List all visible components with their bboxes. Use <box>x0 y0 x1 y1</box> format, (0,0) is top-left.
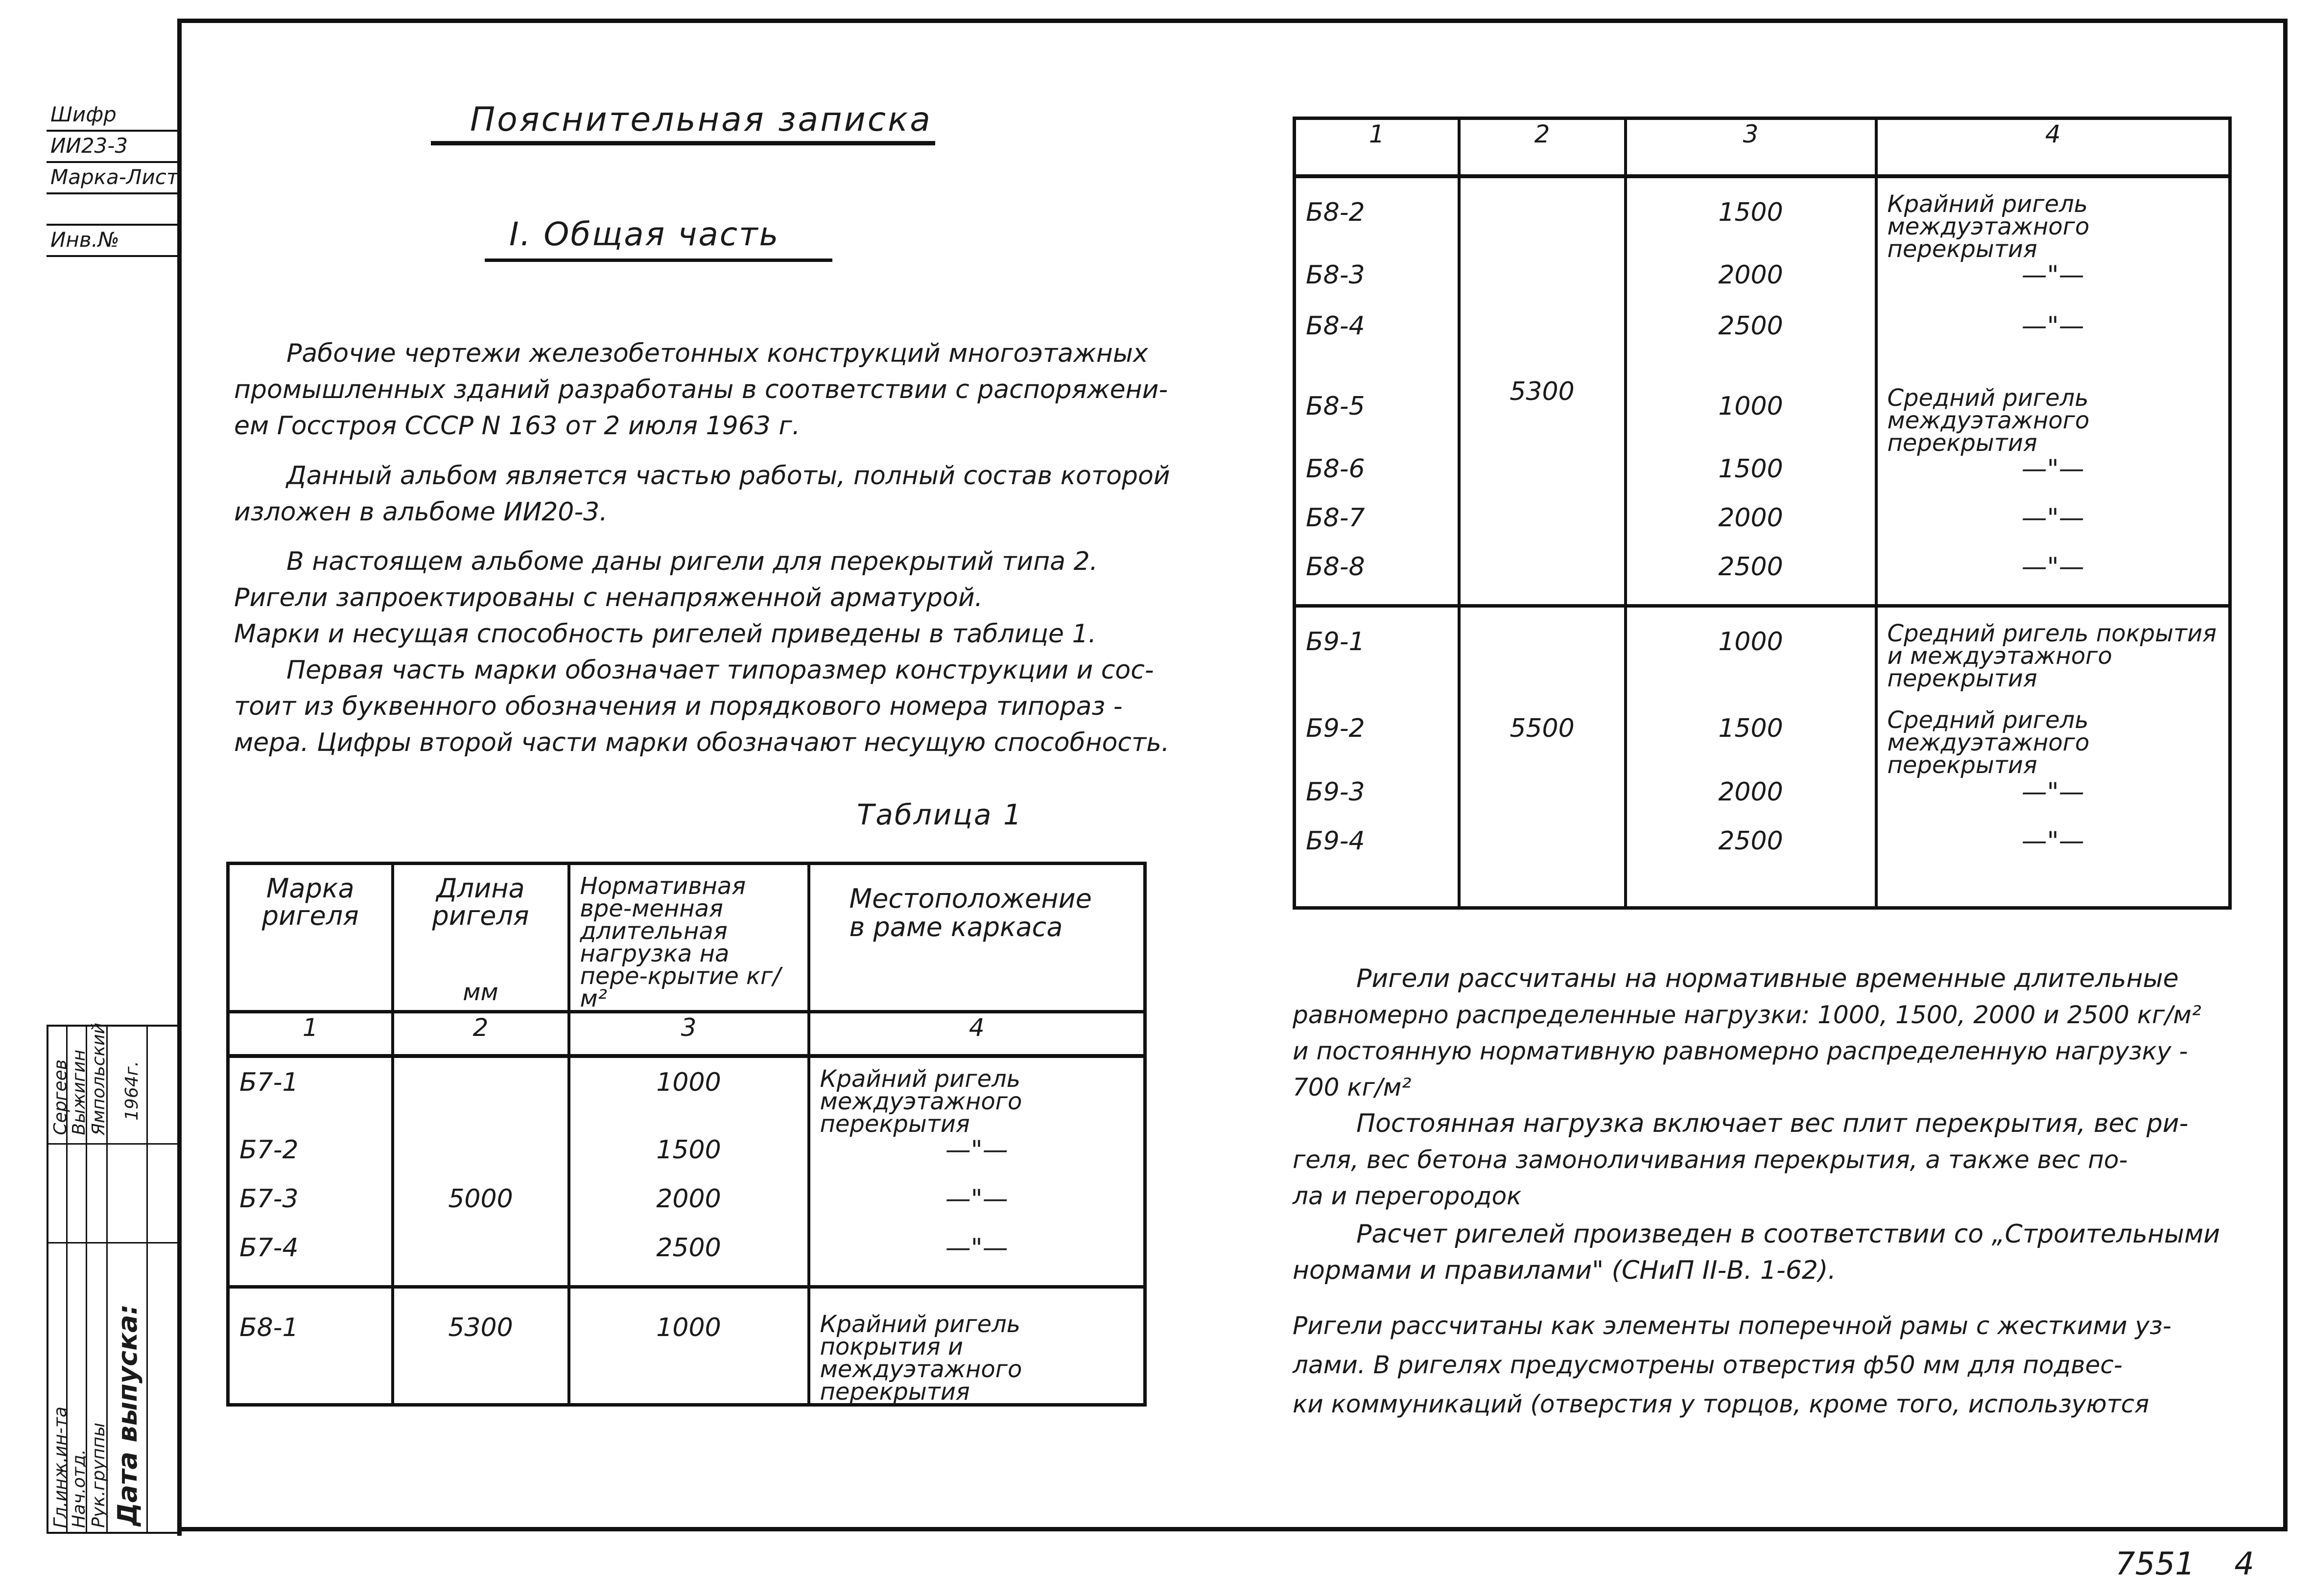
header-mark: Марка ригеля <box>261 873 359 931</box>
empty-cell <box>47 194 179 226</box>
signature-block <box>47 1022 180 1534</box>
table-row: Б9-3 2000 —"— <box>1295 777 2230 826</box>
table-row: Б8-6 1500 —"— <box>1295 454 2230 503</box>
right-para-3-cont: нормами и правилами" (СНиП II-В. 1-62). <box>1293 1256 1836 1285</box>
page-title: Пояснительная записка <box>470 100 932 139</box>
cipher-value: ИИ23-3 <box>47 132 179 163</box>
sheet-number <box>2115 1546 2254 1582</box>
header-place: Местоположение в раме каркаса <box>849 883 1092 942</box>
table-row: Б7-4 2500 —"— <box>228 1233 1145 1287</box>
name-3: Ямпольский <box>89 1022 109 1135</box>
right-para-2: Постоянная нагрузка включает вес плит перекрытия, вес ри- <box>1356 1109 2189 1138</box>
right-para-1-cont: равномерно распределенные нагрузки: 1000, 1500, 2000 и 2500 кг/м² и постоянную нормативную равномерно распределенную нагрузку - 700 кг/м² <box>1293 1001 2201 1102</box>
paragraph-1: Рабочие чертежи железобетонных конструкций многоэтажных <box>286 339 1148 368</box>
header-length: Длина ригеля <box>432 873 529 931</box>
table-row: Б9-2 5500 1500 Средний ригель междуэтажного перекрытия <box>1295 704 2230 777</box>
right-para-3: Расчет ригелей произведен в соответствии со „Строительными <box>1356 1220 2220 1249</box>
table-row: Б7-3 5000 2000 —"— <box>228 1184 1145 1233</box>
release-date-label: Дата выпуска: <box>112 1304 143 1526</box>
cipher-label: Шифр <box>47 100 179 132</box>
table-row: Б7-2 1500 —"— <box>228 1135 1145 1184</box>
table-row: Б8-7 2000 —"— <box>1295 503 2230 552</box>
table-row: Б9-1 1000 Средний ригель покрытия и междуэтажного перекрытия <box>1295 606 2230 704</box>
header-load: Нормативная вре-менная длительная нагрузка на пере-крытие кг/м² <box>580 872 781 1012</box>
title-stamp <box>47 100 181 257</box>
role-2: Нач.отд. <box>69 1449 89 1528</box>
role-1: Гл.инж.ин-та <box>50 1406 71 1528</box>
title-underline <box>431 141 935 145</box>
table-row: Б8-4 2500 —"— <box>1295 311 2230 362</box>
header-length-unit: мм <box>463 979 498 1006</box>
table-row: Б8-8 2500 —"— <box>1295 552 2230 606</box>
table-2-column-numbers: 1 2 3 4 <box>1295 118 2230 176</box>
paragraph-3: В настоящем альбоме даны ригели для перекрытий типа 2. <box>286 547 1098 576</box>
table-1-continuation <box>1293 117 2232 910</box>
section-title: I. Общая часть <box>509 215 780 253</box>
table-row: Б7-1 1000 Крайний ригель междуэтажного перекрытия <box>228 1056 1145 1135</box>
paragraph-2: Данный альбом является частью работы, полный состав которой <box>286 461 1170 491</box>
table-1-header <box>228 864 1145 1012</box>
mark-sheet-label: Марка-Лист <box>47 163 179 194</box>
paragraph-3-cont: Ригели запроектированы с ненапряженной арматурой. Марки и несущая способность ригелей приведены в таблице 1. <box>234 583 1097 649</box>
inv-label: Инв.№ <box>47 226 179 257</box>
sheet-number-code: 7551 <box>2115 1546 2195 1582</box>
paragraph-2-cont: изложен в альбоме ИИ20-3. <box>234 497 608 527</box>
table-1-column-numbers: 1 2 3 4 <box>228 1012 1145 1056</box>
paragraph-1-cont: промышленных зданий разработаны в соответствии с распоряжени- ем Госстроя СССР N 163 от 2 июля 1963 г. <box>234 375 1168 441</box>
right-para-2-cont: геля, вес бетона замоноличивания перекрытия, а также вес по- ла и перегородок <box>1293 1146 2128 1210</box>
table-caption: Таблица 1 <box>857 798 1023 831</box>
name-2: Выжигин <box>69 1050 89 1135</box>
table-row: Б8-5 5300 1000 Средний ригель междуэтажного перекрытия <box>1295 362 2230 454</box>
paragraph-4: Первая часть марки обозначает типоразмер конструкции и сос- <box>286 656 1154 685</box>
sheet-page: 4 <box>2234 1546 2254 1582</box>
release-year: 1964г. <box>122 1061 142 1121</box>
right-para-1: Ригели рассчитаны на нормативные временные длительные <box>1356 964 2179 993</box>
paragraph-4-cont: тоит из буквенного обозначения и порядкового номера типораз - мера. Цифры второй части марки обозначают несущую способность. <box>234 692 1170 757</box>
table-row: Б8-3 2000 —"— <box>1295 260 2230 311</box>
table-row: Б9-4 2500 —"— <box>1295 826 2230 908</box>
section-underline <box>485 258 832 262</box>
right-para-4: Ригели рассчитаны как элементы поперечной рамы с жесткими уз- лами. В ригелях предусмотрены отверстия ф50 мм для подвес- ки коммуникаций (отверстия у торцов, кроме того, используются <box>1293 1312 2171 1418</box>
table-row: Б8-2 1500 Крайний ригель междуэтажного перекрытия <box>1295 176 2230 260</box>
role-3: Рук.группы <box>89 1423 109 1528</box>
name-1: Сергеев <box>50 1059 71 1135</box>
table-row: Б8-1 5300 1000 Крайний ригель покрытия и междуэтажного перекрытия <box>228 1287 1145 1405</box>
table-1 <box>226 862 1147 1407</box>
